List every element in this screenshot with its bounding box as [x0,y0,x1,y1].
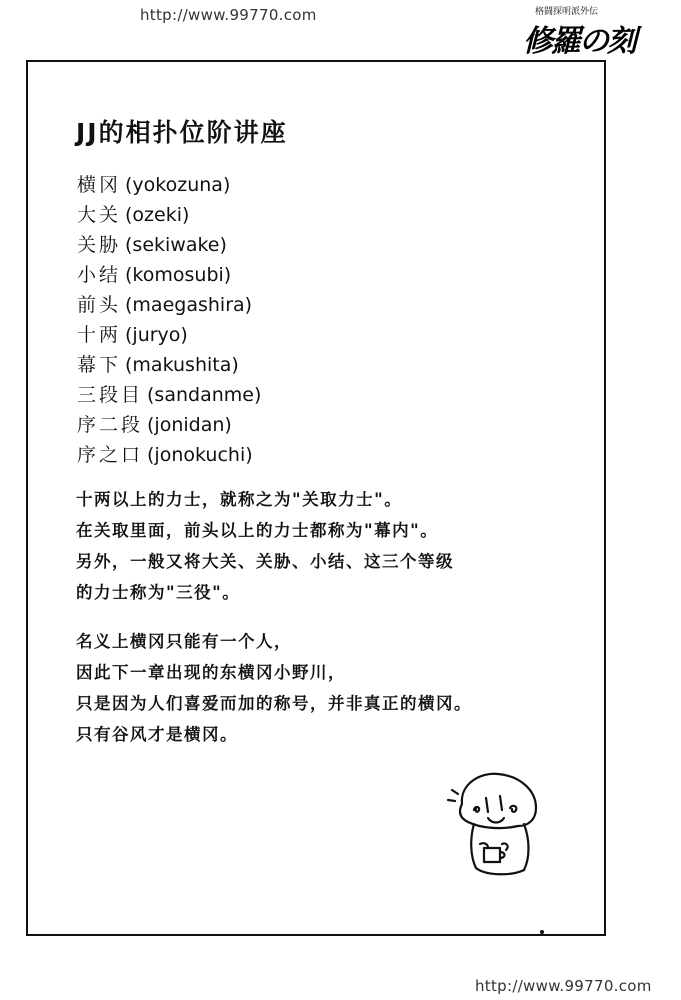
paragraph-line: 的力士称为"三役"。 [76,583,241,602]
rank-kanji: 关胁 [77,234,122,256]
rank-kanji: 横冈 [77,174,122,196]
paragraph-line: 只有谷风才是横冈。 [76,725,238,744]
rank-romaji: (yokozuna) [125,174,231,196]
rank-romaji: (makushita) [125,354,239,376]
paragraph-line: 因此下一章出现的东横冈小野川， [76,663,346,682]
rank-romaji: (jonidan) [147,414,232,436]
logo-subtitle: 格闘探明派外伝 [535,7,599,17]
paragraph-line: 十两以上的力士，就称之为"关取力士"。 [76,490,403,509]
rank-item [77,320,261,350]
rank-romaji: (komosubi) [125,264,232,286]
rank-kanji: 小结 [77,264,122,286]
rank-romaji: (juryo) [125,324,188,346]
paragraph-line: 名义上横冈只能有一个人， [76,632,292,651]
rank-kanji: 十两 [77,324,122,346]
rank-item [77,350,261,380]
page-title: JJ的相扑位阶讲座 [76,118,288,147]
rank-kanji: 大关 [77,204,122,226]
rank-romaji: (maegashira) [125,294,253,316]
series-logo [521,4,641,62]
rank-list [77,170,261,470]
rank-item [77,380,261,410]
paragraph-line: 在关取里面，前头以上的力士都称为"幕内"。 [76,521,439,540]
mascot-illustration [440,764,550,884]
rank-romaji: (sekiwake) [125,234,227,256]
rank-item [77,440,261,470]
paragraph-line: 另外，一般又将大关、关胁、小结、这三个等级 [76,552,454,571]
paragraph-line: 只是因为人们喜爱而加的称号，并非真正的横冈。 [76,694,472,713]
rank-kanji: 三段目 [77,384,144,406]
rank-romaji: (jonokuchi) [147,444,253,466]
rank-romaji: (sandanme) [147,384,262,406]
rank-item [77,200,261,230]
rank-kanji: 前头 [77,294,122,316]
rank-item [77,290,261,320]
ink-dot [540,930,544,934]
rank-item [77,410,261,440]
rank-kanji: 序二段 [77,414,144,436]
rank-item [77,230,261,260]
watermark-top: http://www.99770.com [140,6,317,24]
watermark-bottom: http://www.99770.com [475,977,652,995]
rank-romaji: (ozeki) [125,204,190,226]
paragraph-sekitori [76,484,454,608]
logo-title: 修羅の刻 [523,24,635,59]
rank-item [77,170,261,200]
rank-kanji: 幕下 [77,354,122,376]
rank-item [77,260,261,290]
rank-kanji: 序之口 [77,444,144,466]
paragraph-yokozuna [76,626,472,750]
